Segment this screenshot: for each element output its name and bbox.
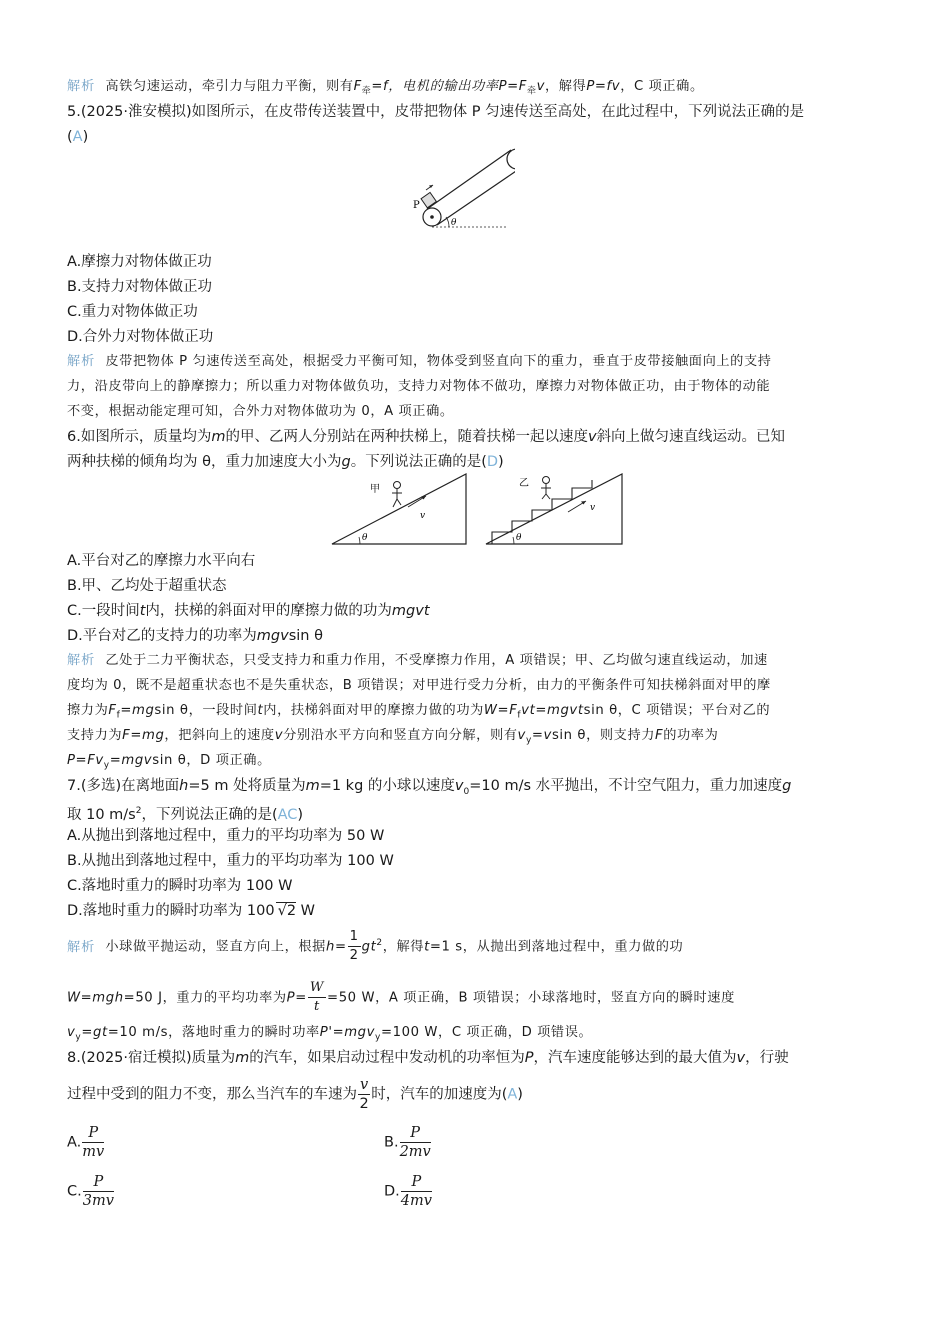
q6-explanation-2: 度均为 0，既不是超重状态也不是失重状态，B 项错误；对甲进行受力分析，由力的平衡条件可知扶梯斜面对甲的摩 bbox=[67, 678, 771, 693]
P-label: P bbox=[413, 200, 420, 211]
person-jia-leg-r bbox=[397, 499, 401, 505]
q6-answer: D bbox=[486, 454, 499, 470]
q6-stem-line1: 6.如图所示，质量均为m的甲、乙两人分别站在两种扶梯上，随着扶梯一起以速度v斜向上做匀速直线运动。已知 bbox=[67, 429, 786, 445]
theta-label: θ bbox=[451, 218, 457, 228]
lower-roller-axle bbox=[430, 215, 434, 219]
person-yi-head bbox=[543, 477, 550, 484]
q8-option-c: C. $\frac{P}{3mv}$ bbox=[67, 1174, 114, 1209]
angle-arc-jia bbox=[359, 537, 360, 544]
q6-option-b: B.甲、乙均处于超重状态 bbox=[67, 578, 227, 594]
escalator-yi-figure bbox=[484, 472, 626, 548]
q4-explanation: 解析 高铁匀速运动，牵引力与阻力平衡，则有$F_牵=f$，电机的输出功率$P=F_牵v$，解得P=fv，C 项正确。 bbox=[67, 79, 704, 97]
q7-explanation-2: W=mgh=50 J，重力的平均功率为P= $\frac{W}{t}$ =50 W，A 项正确，B 项错误；小球落地时，竖直方向的瞬时速度 bbox=[67, 980, 735, 1014]
q6-option-d: D.平台对乙的支持力的功率为mgvsin θ bbox=[67, 628, 323, 644]
angle-arc-yi bbox=[513, 537, 514, 544]
q6-explanation-4: 支持力为F=mg，把斜向上的速度v分别沿水平方向和竖直方向分解，则有$v_y=vsin$ θ，则支持力F的功率为 bbox=[67, 728, 719, 746]
person-jia-head bbox=[394, 482, 401, 489]
q5-option-b: B.支持力对物体做正功 bbox=[67, 279, 213, 295]
q6-explanation-1: 解析 乙处于二力平衡状态，只受支持力和重力作用，不受摩擦力作用，A 项错误；甲、乙均做匀速直线运动，加速 bbox=[67, 653, 768, 668]
fraction-half: $\frac{1}{2}$ bbox=[349, 929, 359, 963]
q7-answer: AC bbox=[277, 806, 298, 823]
q5-option-d: D.合外力对物体做正功 bbox=[67, 329, 214, 345]
yi-label: 乙 bbox=[519, 478, 529, 489]
fraction-v-over-2: $\frac{v}{2}$ bbox=[359, 1077, 369, 1112]
v-label-jia: v bbox=[420, 511, 426, 521]
v-label-yi: v bbox=[590, 503, 596, 513]
stairs-yi bbox=[492, 480, 592, 544]
q5-explanation-2: 力，沿皮带向上的静摩擦力；所以重力对物体做负功，支持力对物体不做功，摩擦力对物体做正功，由于物体的动能 bbox=[67, 379, 771, 394]
q6-option-a: A.平台对乙的摩擦力水平向右 bbox=[67, 553, 256, 569]
q8-stem-line2: 过程中受到的阻力不变，那么当汽车的车速为 $\frac{v}{2}$ 时，汽车的加速度为(A) bbox=[67, 1077, 523, 1112]
sqrt-radicand: √2 bbox=[277, 903, 297, 919]
explanation-tag: 解析 bbox=[67, 79, 96, 94]
q8-option-d: D. $\frac{P}{4mv}$ bbox=[384, 1174, 432, 1209]
q6-explanation-3: 擦力为$F_f=mgsin$ θ，一段时间t内，扶梯斜面对甲的摩擦力做的功为$W=F_fvt=mgvtsin$ θ，C 项错误；平台对乙的 bbox=[67, 703, 771, 721]
q7-option-d: D.落地时重力的瞬时功率为 100 √2 W bbox=[67, 903, 315, 919]
incline-jia bbox=[332, 474, 466, 544]
q5-option-c: C.重力对物体做正功 bbox=[67, 304, 198, 320]
q6-option-c: C.一段时间t内，扶梯的斜面对甲的摩擦力做的功为mgvt bbox=[67, 603, 430, 619]
q7-stem-line1: 7.(多选)在离地面h=5 m 处将质量为m=1 kg 的小球以速度$v_0=10$ m/s 水平抛出，不计空气阻力，重力加速度g bbox=[67, 778, 792, 797]
incline-yi bbox=[486, 474, 622, 544]
fraction-W-over-t: $\frac{W}{t}$ bbox=[309, 980, 325, 1014]
q7-explanation-1: 解析 小球做平抛运动，竖直方向上，根据h= $\frac{1}{2}$ $gt^2$，解得t=1 s，从抛出到落地过程中，重力做的功 bbox=[67, 929, 684, 963]
belt-bottom bbox=[437, 167, 515, 225]
q7-option-a: A.从抛出到落地过程中，重力的平均功率为 50 W bbox=[67, 828, 385, 844]
q6-stem-line2: 两种扶梯的倾角均为 θ，重力加速度大小为g。下列说法正确的是(D) bbox=[67, 454, 504, 470]
person-yi-leg-l bbox=[542, 494, 546, 499]
q8-stem-line1: 8.(2025·宿迁模拟)质量为m的汽车，如果启动过程中发动机的功率恒为P，汽车速度能够达到的最大值为v，行驶 bbox=[67, 1050, 789, 1066]
q8-option-b: B. $\frac{P}{2mv}$ bbox=[384, 1125, 431, 1160]
person-yi-leg-r bbox=[546, 494, 550, 499]
q8-answer: A bbox=[507, 1086, 518, 1103]
q5-answer: A bbox=[72, 129, 83, 145]
q7-option-b: B.从抛出到落地过程中，重力的平均功率为 100 W bbox=[67, 853, 394, 869]
q5-explanation-3: 不变，根据动能定理可知，合外力对物体做功为 0，A 项正确。 bbox=[67, 404, 454, 419]
person-jia-leg-l bbox=[393, 499, 397, 507]
q7-explanation-3: $v_y=gt=10$ m/s，落地时重力的瞬时功率P'=mgv$_y$=100 W，C 项正确，D 项错误。 bbox=[67, 1025, 593, 1043]
escalator-jia-figure bbox=[330, 472, 470, 548]
conveyor-belt-figure bbox=[405, 145, 515, 235]
jia-label: 甲 bbox=[370, 484, 380, 495]
q6-explanation-5: $P=Fv_y=mgvsin$ θ，D 项正确。 bbox=[67, 753, 271, 771]
q5-stem-line2: (A) bbox=[67, 129, 89, 145]
q7-stem-line2: 取 10 $m/s^2$，下列说法正确的是(AC) bbox=[67, 806, 304, 823]
object-P bbox=[421, 192, 436, 207]
q8-option-a: A. $\frac{P}{mv}$ bbox=[67, 1125, 105, 1160]
theta-label-jia: θ bbox=[362, 533, 368, 543]
theta-label-yi: θ bbox=[516, 533, 522, 543]
q7-option-c: C.落地时重力的瞬时功率为 100 W bbox=[67, 878, 293, 894]
belt-top bbox=[427, 150, 511, 209]
q5-option-a: A.摩擦力对物体做正功 bbox=[67, 254, 212, 270]
q5-explanation-1: 解析 皮带把物体 P 匀速传送至高处，根据受力平衡可知，物体受到竖直向下的重力，垂直于皮带接触面向上的支持 bbox=[67, 354, 772, 369]
q5-stem-line1: 5.(2025·淮安模拟)如图所示，在皮带传送装置中，皮带把物体 P 匀速传送至高处，在此过程中，下列说法正确的是 bbox=[67, 104, 805, 120]
